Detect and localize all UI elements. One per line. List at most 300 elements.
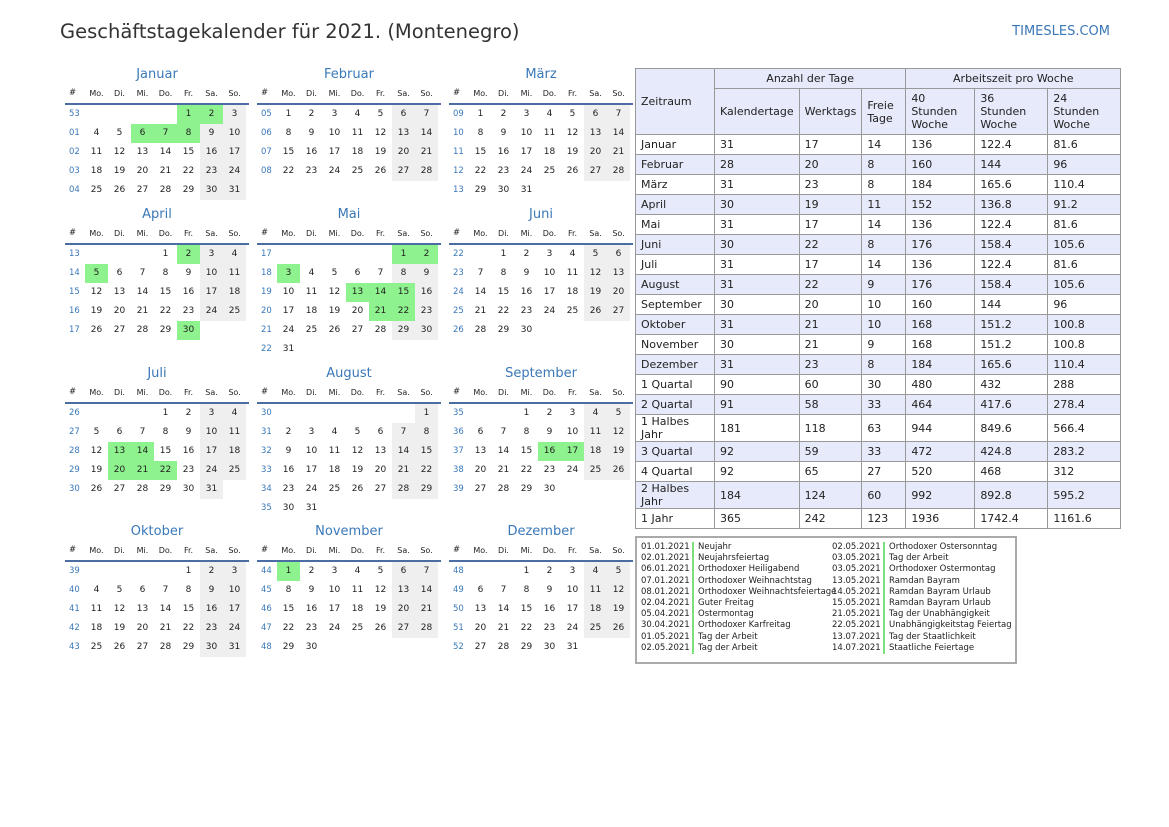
day-cell: 26 [566,166,579,176]
day-cell: 20 [136,623,149,633]
value-cell: 33 [862,442,906,462]
day-cell: 20 [392,143,415,162]
month-name: Juni [529,207,553,222]
week-number: 40 [69,585,80,595]
day-cell: 4 [569,249,576,259]
empty-day-cell [392,638,415,657]
value-cell: 184 [906,175,975,195]
day-cell: 15 [159,446,172,456]
weekday-header: Sa. [589,388,602,397]
day-cell: 19 [113,623,126,633]
value-cell: 31 [715,315,800,335]
week-row [257,143,441,162]
summary-row [636,275,1121,295]
week-number: 17 [261,249,272,259]
weekday-header: Sa. [205,388,218,397]
day-cell: 10 [566,585,579,595]
week-number-header: # [69,387,77,397]
month-calendar [65,205,249,340]
day-cell: 31 [566,642,579,652]
day-cell: 3 [200,404,223,423]
day-cell: 14 [131,442,154,461]
day-cell: 21 [159,166,172,176]
period-cell: März [636,175,715,195]
value-cell: 21 [799,315,862,335]
weekday-header: Di. [306,89,317,98]
empty-day-cell [300,245,323,264]
value-cell: 81.6 [1048,215,1121,235]
week-row [65,105,249,124]
day-cell: 14 [392,442,415,461]
day-cell: 17 [561,442,584,461]
month-calendar [65,364,249,499]
day-cell: 18 [90,166,103,176]
day-cell: 14 [159,604,172,614]
period-cell: April [636,195,715,215]
value-cell: 1161.6 [1048,509,1121,529]
day-cell: 11 [328,446,341,456]
empty-day-cell [369,638,392,657]
week-row [449,423,633,442]
day-cell: 22 [497,306,510,316]
week-number: 42 [69,623,80,633]
day-cell: 21 [607,143,630,162]
holiday-item [832,564,1012,575]
day-cell: 12 [351,446,364,456]
empty-day-cell [108,245,131,264]
day-cell: 3 [523,109,530,119]
value-cell: 165.6 [975,355,1048,375]
day-cell: 2 [523,249,530,259]
day-cell: 10 [200,423,223,442]
weekday-header: Sa. [397,89,410,98]
holiday-date: 22.05.2021 [832,620,885,631]
day-cell: 25 [328,484,341,494]
value-cell: 176 [906,235,975,255]
day-cell: 21 [497,465,510,475]
empty-day-cell [323,499,346,518]
period-cell: 3 Quartal [636,442,715,462]
column-header-workdays: Werktags [799,89,862,135]
day-cell: 26 [328,325,341,335]
day-cell: 23 [200,619,223,638]
week-number-header: # [69,545,77,555]
holiday-item [641,598,836,609]
value-cell: 96 [1048,295,1121,315]
week-row [65,638,249,657]
empty-day-cell [85,562,108,581]
holiday-date: 02.04.2021 [641,598,694,609]
week-row [65,283,249,302]
day-cell: 26 [113,642,126,652]
day-cell: 14 [474,287,487,297]
week-number: 30 [261,408,272,418]
day-cell: 9 [200,581,223,600]
week-number: 31 [261,427,272,437]
week-row [65,245,249,264]
weekday-header: Fr. [183,388,194,397]
holiday-item [641,576,836,587]
week-number: 20 [261,306,272,316]
day-cell: 21 [131,461,154,480]
weekday-header: Mo. [89,229,104,238]
empty-day-cell [538,181,561,200]
holiday-date: 03.05.2021 [832,553,885,564]
holiday-name: Staatliche Feiertage [889,642,975,653]
value-cell: 60 [862,482,906,509]
week-row [65,321,249,340]
day-cell: 29 [282,642,295,652]
weekday-header: Di. [306,388,317,397]
day-cell: 1 [523,566,530,576]
weekday-header: So. [228,546,241,555]
day-cell: 12 [607,581,630,600]
day-cell: 15 [182,604,195,614]
holiday-item [641,564,836,575]
value-cell: 65 [799,462,862,482]
weekday-header-row [449,383,633,404]
holiday-item [832,620,1012,631]
week-number-header: # [261,228,269,238]
day-cell: 25 [223,302,246,321]
day-cell: 5 [607,404,630,423]
holiday-date: 15.05.2021 [832,598,885,609]
day-cell: 26 [90,325,103,335]
column-header-period: Zeitraum [636,69,715,135]
day-cell: 1 [162,408,169,418]
value-cell: 8 [862,175,906,195]
week-number: 53 [69,109,80,119]
holiday-name: Orthodoxer Weihnachtstag [698,575,812,586]
day-cell: 5 [331,268,338,278]
empty-day-cell [277,245,300,264]
day-cell: 15 [415,442,438,461]
week-number: 11 [453,147,464,157]
value-cell: 144 [975,295,1048,315]
holiday-item [832,598,1012,609]
weekday-header: Fr. [183,546,194,555]
empty-day-cell [346,245,369,264]
value-cell: 122.4 [975,215,1048,235]
weekday-header-row [65,224,249,245]
value-cell: 105.6 [1048,275,1121,295]
period-cell: Oktober [636,315,715,335]
day-cell: 6 [607,245,630,264]
week-row [257,321,441,340]
day-cell: 24 [200,461,223,480]
day-cell: 2 [308,109,315,119]
holiday-date: 08.01.2021 [641,587,694,598]
week-number: 16 [69,306,80,316]
empty-day-cell [492,562,515,581]
week-number-header: # [453,88,461,98]
day-cell: 5 [584,245,607,264]
group-header-days: Anzahl der Tage [715,69,906,89]
summary-row [636,462,1121,482]
day-cell: 11 [351,128,364,138]
holiday-date: 01.01.2021 [641,542,694,553]
week-row [65,264,249,283]
empty-day-cell [469,404,492,423]
day-cell: 23 [305,623,318,633]
day-cell: 22 [520,623,533,633]
day-cell: 26 [584,302,607,321]
day-cell: 25 [90,185,103,195]
day-cell: 2 [546,408,553,418]
value-cell: 92 [715,442,800,462]
empty-day-cell [561,321,584,340]
summary-row [636,315,1121,335]
day-cell: 21 [369,302,392,321]
week-number-header: # [453,545,461,555]
holiday-item [641,620,836,631]
day-cell: 25 [543,166,556,176]
week-number: 33 [261,465,272,475]
value-cell: 30 [715,295,800,315]
weekday-header: So. [612,546,625,555]
day-cell: 17 [328,604,341,614]
weekday-header: Do. [542,89,557,98]
day-cell: 30 [520,325,533,335]
empty-day-cell [323,638,346,657]
month-calendar [257,522,441,657]
day-cell: 6 [116,427,123,437]
value-cell: 110.4 [1048,175,1121,195]
value-cell: 152 [906,195,975,215]
day-cell: 9 [415,264,438,283]
day-cell: 30 [200,181,223,200]
value-cell: 22 [799,275,862,295]
day-cell: 28 [136,484,149,494]
value-cell: 464 [906,395,975,415]
day-cell: 31 [305,503,318,513]
day-cell: 30 [177,321,200,340]
day-cell: 10 [223,124,246,143]
value-cell: 158.4 [975,235,1048,255]
day-cell: 27 [136,642,149,652]
day-cell: 3 [569,566,576,576]
day-cell: 27 [392,162,415,181]
value-cell: 480 [906,375,975,395]
day-cell: 25 [351,166,364,176]
day-cell: 30 [282,503,295,513]
week-number: 06 [261,128,272,138]
value-cell: 181 [715,415,800,442]
day-cell: 29 [474,185,487,195]
day-cell: 4 [354,566,361,576]
weekday-header: Mi. [520,229,533,238]
empty-day-cell [108,404,131,423]
day-cell: 4 [93,128,100,138]
weekday-header: Mi. [520,388,533,397]
day-cell: 31 [282,344,295,354]
day-cell: 11 [584,423,607,442]
week-row [257,600,441,619]
day-cell: 7 [415,105,438,124]
weekday-header: Di. [498,546,509,555]
day-cell: 8 [523,427,530,437]
day-cell: 25 [305,325,318,335]
day-cell: 22 [474,166,487,176]
day-cell: 19 [351,465,364,475]
summary-row [636,295,1121,315]
day-cell: 29 [415,480,438,499]
empty-day-cell [85,105,108,124]
day-cell: 18 [351,604,364,614]
holiday-name: Orthodoxer Karfreitag [698,620,791,631]
summary-row [636,135,1121,155]
day-cell: 18 [543,147,556,157]
period-cell: 1 Jahr [636,509,715,529]
month-name: Mai [337,207,361,222]
week-number: 50 [453,604,464,614]
week-row [257,245,441,264]
site-link[interactable]: TIMESLES.COM [1012,24,1110,39]
weekday-header: Mo. [89,89,104,98]
day-cell: 22 [520,465,533,475]
day-cell: 8 [162,268,169,278]
weekday-header: Di. [114,229,125,238]
day-cell: 24 [200,302,223,321]
day-cell: 31 [520,185,533,195]
empty-day-cell [200,321,223,340]
week-number-header: # [453,228,461,238]
empty-day-cell [392,340,415,359]
month-name: November [315,524,383,539]
day-cell: 6 [392,562,415,581]
day-cell: 17 [566,604,579,614]
empty-day-cell [223,321,246,340]
holiday-name: Orthodoxer Weihnachtsfeiertage [698,586,837,597]
empty-day-cell [131,562,154,581]
day-cell: 31 [223,181,246,200]
week-row [449,480,633,499]
empty-day-cell [223,480,246,499]
week-row [65,423,249,442]
day-cell: 13 [607,264,630,283]
holiday-item [641,587,836,598]
value-cell: 144 [975,155,1048,175]
day-cell: 19 [90,465,103,475]
week-number: 26 [69,408,80,418]
empty-day-cell [323,245,346,264]
day-cell: 5 [607,562,630,581]
holiday-item [641,632,836,643]
holiday-date: 14.05.2021 [832,587,885,598]
day-cell: 2 [546,566,553,576]
day-cell: 22 [282,166,295,176]
weekday-header: Mo. [89,388,104,397]
day-cell: 22 [182,166,195,176]
period-cell: September [636,295,715,315]
day-cell: 29 [497,325,510,335]
weekday-header: Fr. [567,388,578,397]
day-cell: 13 [392,581,415,600]
value-cell: 136 [906,255,975,275]
holiday-name: Orthodoxer Heiligabend [698,564,800,575]
day-cell: 17 [305,465,318,475]
empty-day-cell [392,499,415,518]
day-cell: 14 [369,283,392,302]
week-row [65,562,249,581]
period-cell: 1 Halbes Jahr [636,415,715,442]
month-calendar [449,522,633,657]
day-cell: 15 [159,287,172,297]
day-cell: 6 [116,268,123,278]
value-cell: 10 [862,295,906,315]
day-cell: 4 [93,585,100,595]
month-name: Juli [147,366,167,381]
empty-day-cell [584,321,607,340]
empty-day-cell [584,638,607,657]
week-number: 01 [69,128,80,138]
month-name: August [326,366,372,381]
value-cell: 110.4 [1048,355,1121,375]
month-name: Dezember [507,524,575,539]
day-cell: 15 [520,604,533,614]
week-row [65,600,249,619]
value-cell: 14 [862,135,906,155]
day-cell: 7 [500,585,507,595]
day-cell: 19 [374,147,387,157]
value-cell: 312 [1048,462,1121,482]
day-cell: 21 [159,623,172,633]
weekday-header: Do. [158,229,173,238]
period-cell: Juni [636,235,715,255]
week-row [449,442,633,461]
day-cell: 2 [500,109,507,119]
holiday-item [641,643,836,654]
weekday-header: Mo. [281,89,296,98]
value-cell: 151.2 [975,335,1048,355]
weekday-header: Do. [158,388,173,397]
day-cell: 1 [177,105,200,124]
day-cell: 26 [374,166,387,176]
holiday-date: 02.05.2021 [641,643,694,654]
day-cell: 15 [474,147,487,157]
weekday-header: Do. [158,89,173,98]
week-number: 24 [453,287,464,297]
day-cell: 7 [392,423,415,442]
day-cell: 21 [415,143,438,162]
weekday-header: Do. [542,388,557,397]
empty-day-cell [369,499,392,518]
value-cell: 124 [799,482,862,509]
weekday-header: So. [612,229,625,238]
day-cell: 7 [139,427,146,437]
day-cell: 1 [392,245,415,264]
day-cell: 1 [277,562,300,581]
day-cell: 19 [607,600,630,619]
day-cell: 4 [546,109,553,119]
month-name: Oktober [130,524,184,539]
value-cell: 118 [799,415,862,442]
day-cell: 27 [136,185,149,195]
day-cell: 15 [182,147,195,157]
day-cell: 6 [131,124,154,143]
day-cell: 20 [136,166,149,176]
day-cell: 7 [377,268,384,278]
day-cell: 24 [328,166,341,176]
day-cell: 8 [285,128,292,138]
day-cell: 2 [415,245,438,264]
empty-day-cell [346,638,369,657]
value-cell: 8 [862,235,906,255]
weekday-header: Mi. [136,229,149,238]
day-cell: 10 [543,268,556,278]
day-cell: 18 [351,147,364,157]
day-cell: 7 [415,562,438,581]
